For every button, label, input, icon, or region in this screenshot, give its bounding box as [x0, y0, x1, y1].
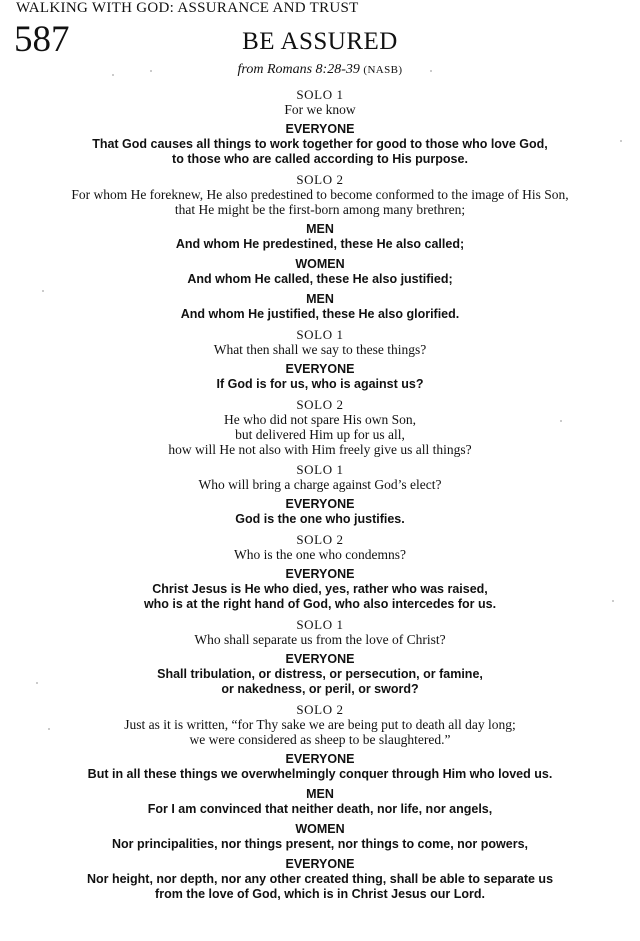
reading-line: What then shall we say to these things?: [213, 342, 427, 357]
reading-line: Nor height, nor depth, nor any other created thing, shall be able to separate us: [86, 872, 554, 886]
speaker-label: SOLO 2: [296, 532, 344, 547]
reading-part: [0, 87, 640, 117]
page-speck: [560, 420, 562, 422]
reading-part: [0, 497, 640, 527]
reading-part: [0, 397, 640, 457]
reading-part: [0, 327, 640, 357]
reading-line: But in all these things we overwhelmingly conquer through Him who loved us.: [87, 767, 553, 781]
page-speck: [620, 140, 622, 142]
page-speck: [430, 70, 432, 72]
speaker-label: EVERYONE: [285, 752, 355, 766]
bible-version: (NASB): [363, 64, 403, 76]
speaker-label: WOMEN: [295, 822, 345, 836]
reading-line: He who did not spare His own Son,: [224, 412, 416, 427]
speaker-label: SOLO 1: [296, 462, 344, 477]
reading-line: Just as it is written, “for Thy sake we are being put to death all day long;: [124, 717, 516, 732]
reading-line: that He might be the first-born among many brethren;: [174, 202, 466, 217]
reading-part: [0, 462, 640, 492]
speaker-label: SOLO 1: [296, 87, 344, 102]
scripture-reference: from Romans 8:28-39: [237, 62, 360, 77]
reading-line: And whom He justified, these He also glorified.: [180, 307, 460, 321]
reading-part: [0, 787, 640, 817]
speaker-label: SOLO 2: [296, 172, 344, 187]
reading-part: [0, 362, 640, 392]
reading-part: [0, 567, 640, 612]
reading-number: 587: [14, 19, 70, 60]
speaker-label: WOMEN: [295, 257, 345, 271]
reading-part: [0, 172, 640, 217]
reading-line: Who will bring a charge against God’s elect?: [198, 477, 442, 492]
speaker-label: EVERYONE: [285, 567, 355, 581]
reading-title: BE ASSURED: [242, 28, 398, 55]
reading-line: we were considered as sheep to be slaughtered.”: [189, 732, 451, 747]
reading-line: who is at the right hand of God, who also intercedes for us.: [143, 597, 497, 611]
reading-part: [0, 532, 640, 562]
reading-line: from the love of God, which is in Christ Jesus our Lord.: [155, 887, 485, 901]
scripture-source: [0, 61, 640, 79]
page-speck: [36, 682, 38, 684]
reading-line: or nakedness, or peril, or sword?: [221, 682, 419, 696]
reading-line: For I am convinced that neither death, nor life, nor angels,: [147, 802, 493, 816]
section-heading: WALKING WITH GOD: ASSURANCE AND TRUST: [16, 0, 359, 16]
reading-part: [0, 222, 640, 252]
speaker-label: SOLO 1: [296, 617, 344, 632]
page-speck: [42, 290, 44, 292]
page-speck: [612, 600, 614, 602]
page-speck: [150, 70, 152, 72]
reading-line: Who is the one who condemns?: [233, 547, 407, 562]
reading-part: [0, 652, 640, 697]
speaker-label: EVERYONE: [285, 652, 355, 666]
speaker-label: MEN: [306, 222, 334, 236]
speaker-label: SOLO 1: [296, 327, 344, 342]
reading-part: [0, 292, 640, 322]
reading-part: [0, 617, 640, 647]
reading-part: [0, 752, 640, 782]
reading-part: [0, 857, 640, 902]
reading-line: For whom He foreknew, He also predestined to become conformed to the image of His Son,: [71, 187, 569, 202]
reading-line: And whom He predestined, these He also called;: [175, 237, 465, 251]
speaker-label: MEN: [306, 787, 334, 801]
reading-part: [0, 822, 640, 852]
responsive-reading: [0, 87, 640, 907]
reading-line: And whom He called, these He also justified;: [187, 272, 453, 286]
reading-part: [0, 122, 640, 167]
reading-line: Christ Jesus is He who died, yes, rather who was raised,: [152, 582, 488, 596]
speaker-label: EVERYONE: [285, 122, 355, 136]
reading-line: If God is for us, who is against us?: [216, 377, 424, 391]
reading-line: to those who are called according to His purpose.: [172, 152, 468, 166]
page-speck: [48, 728, 50, 730]
speaker-label: EVERYONE: [285, 857, 355, 871]
reading-line: but delivered Him up for us all,: [235, 427, 405, 442]
speaker-label: MEN: [306, 292, 334, 306]
speaker-label: EVERYONE: [285, 362, 355, 376]
speaker-label: SOLO 2: [296, 397, 344, 412]
speaker-label: SOLO 2: [296, 702, 344, 717]
reading-part: [0, 702, 640, 747]
reading-part: [0, 257, 640, 287]
reading-line: how will He not also with Him freely give us all things?: [168, 442, 472, 457]
reading-line: Who shall separate us from the love of Christ?: [194, 632, 446, 647]
reading-line: For we know: [284, 102, 356, 117]
reading-line: God is the one who justifies.: [235, 512, 405, 526]
reading-line: Shall tribulation, or distress, or persecution, or famine,: [157, 667, 483, 681]
page-speck: [112, 74, 114, 76]
reading-line: That God causes all things to work together for good to those who love God,: [92, 137, 548, 151]
reading-line: Nor principalities, nor things present, nor things to come, nor powers,: [111, 837, 528, 851]
speaker-label: EVERYONE: [285, 497, 355, 511]
